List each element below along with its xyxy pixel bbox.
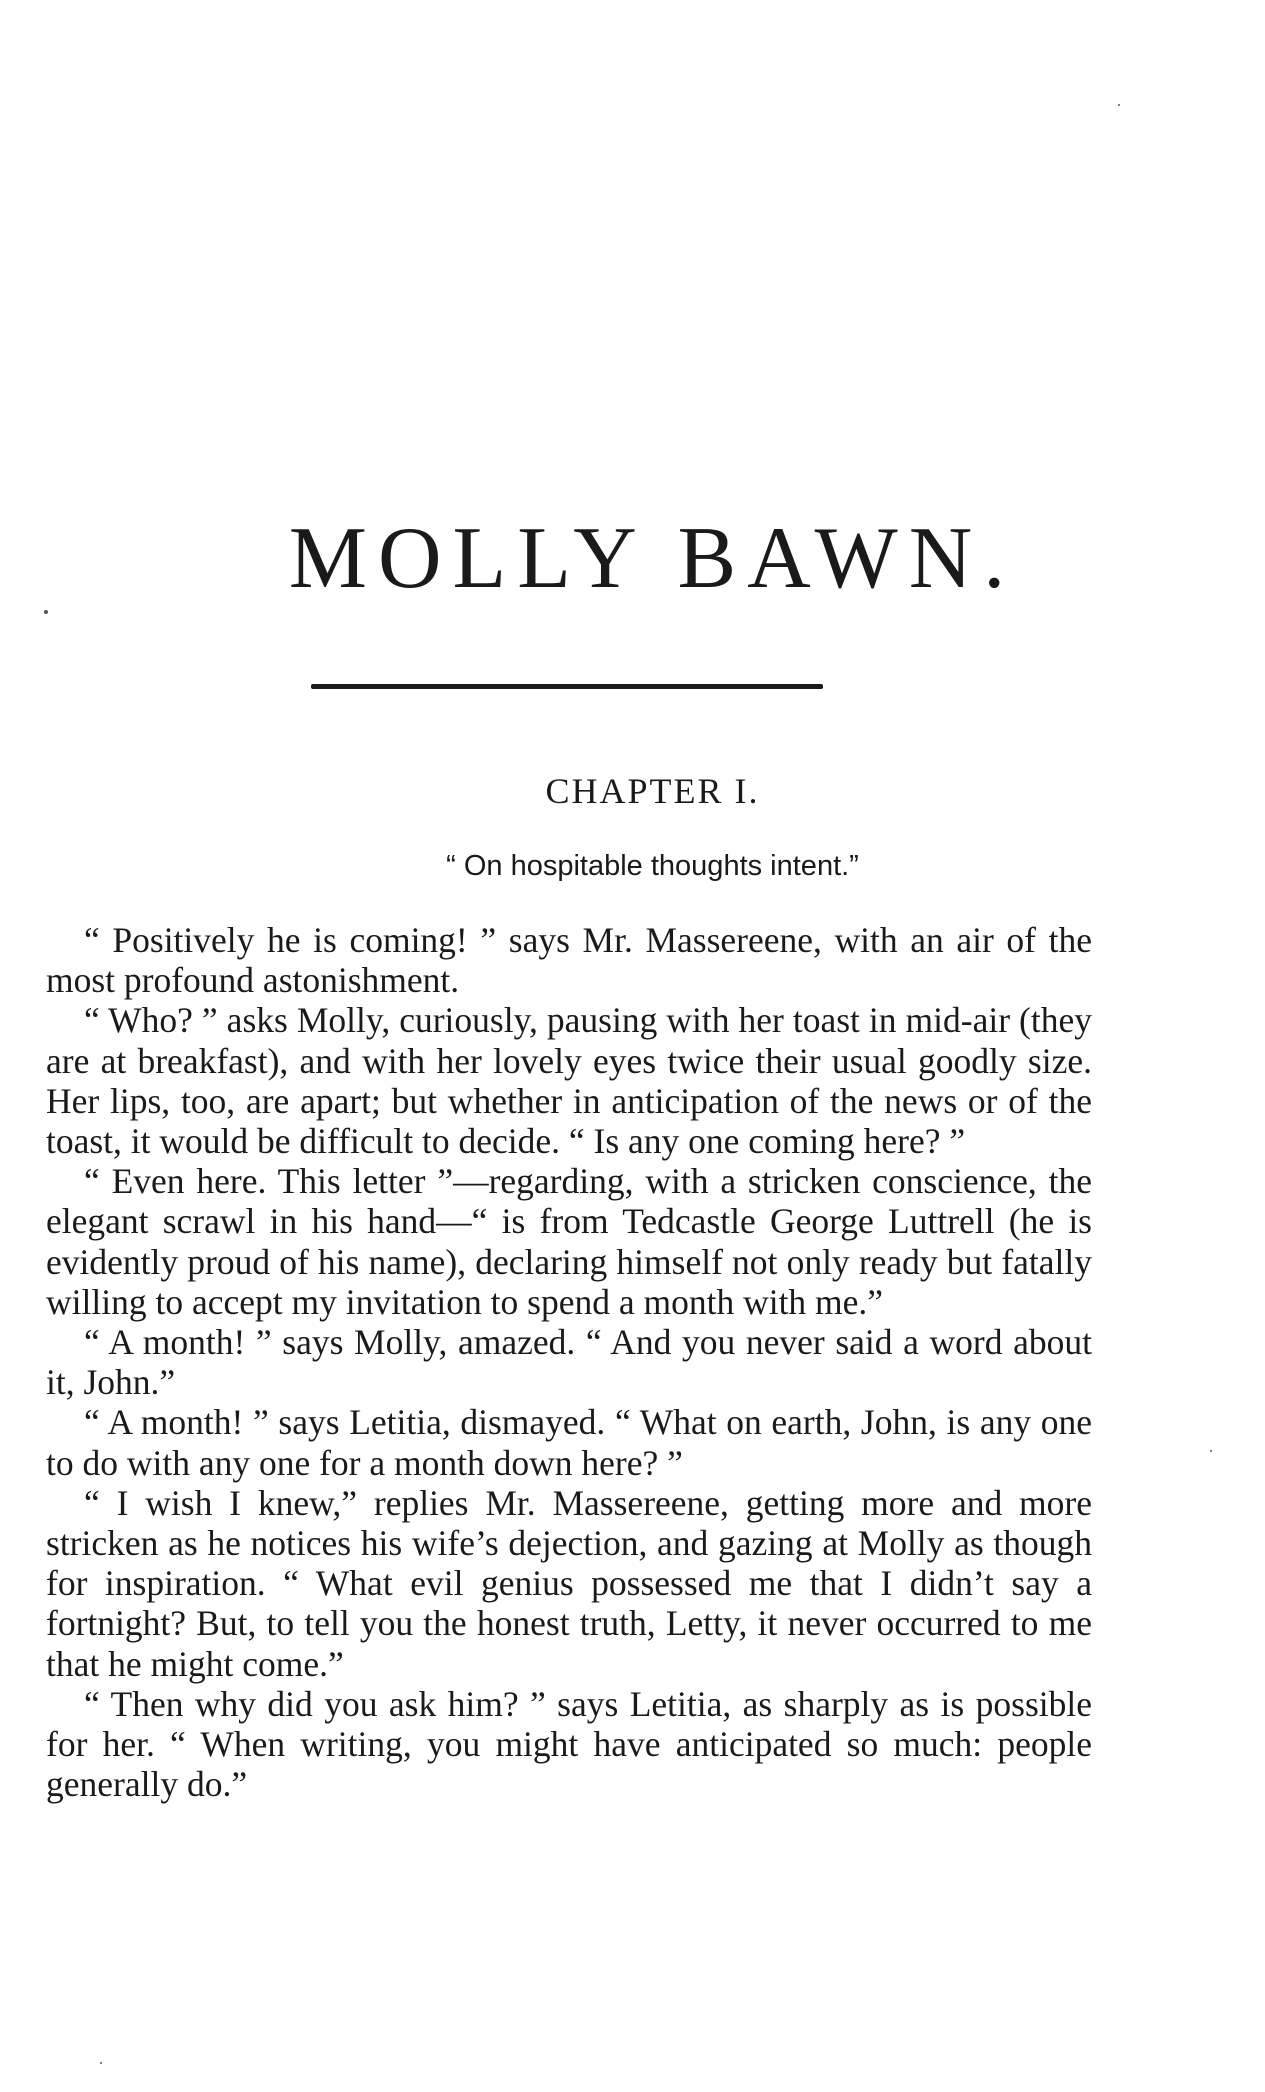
paper-speck: [1118, 104, 1120, 106]
paper-speck: [100, 2062, 102, 2064]
chapter-epigraph: “ On hospitable thoughts intent.”: [446, 850, 859, 882]
title-rule: [311, 684, 823, 689]
paper-speck: [1210, 1450, 1212, 1452]
chapter-body: [46, 920, 1092, 1804]
paper-speck: [44, 610, 48, 614]
paragraph: “ Who? ” asks Molly, curiously, pausing with her toast in mid-air (they are at breakfast), and with her lovely eyes twice their usual goodly size. Her lips, too, are apart; but whether in anticipation of the news or of the toast, it would be difficult to decide. “ Is any one coming here? ”: [46, 1000, 1092, 1162]
paragraph: “ Positively he is coming! ” says Mr. Massereene, with an air of the most profound astonishment.: [46, 920, 1092, 1001]
book-title: MOLLY BAWN.: [288, 510, 1017, 607]
paragraph: “ Even here. This letter ”—regarding, with a stricken conscience, the elegant scrawl in his hand—“ is from Tedcastle George Luttrell (he is evidently proud of his name), declaring himself not only ready but fatally willing to accept my invitation to spend a month with me.”: [46, 1161, 1092, 1322]
chapter-heading: CHAPTER I.: [545, 771, 760, 811]
paragraph: “ A month! ” says Letitia, dismayed. “ What on earth, John, is any one to do with any one for a month down here? ”: [46, 1402, 1092, 1483]
paragraph: “ I wish I knew,” replies Mr. Massereene, getting more and more stricken as he notices his wife’s dejection, and gazing at Molly as though for inspiration. “ What evil genius possessed me that I didn’t say a fortnight? But, to tell you the honest truth, Letty, it never occurred to me that he might come.”: [46, 1482, 1092, 1684]
paragraph: “ Then why did you ask him? ” says Letitia, as sharply as is possible for her. “ When writing, you might have anticipated so much: people generally do.”: [46, 1683, 1092, 1805]
paragraph: “ A month! ” says Molly, amazed. “ And you never said a word about it, John.”: [46, 1322, 1092, 1403]
